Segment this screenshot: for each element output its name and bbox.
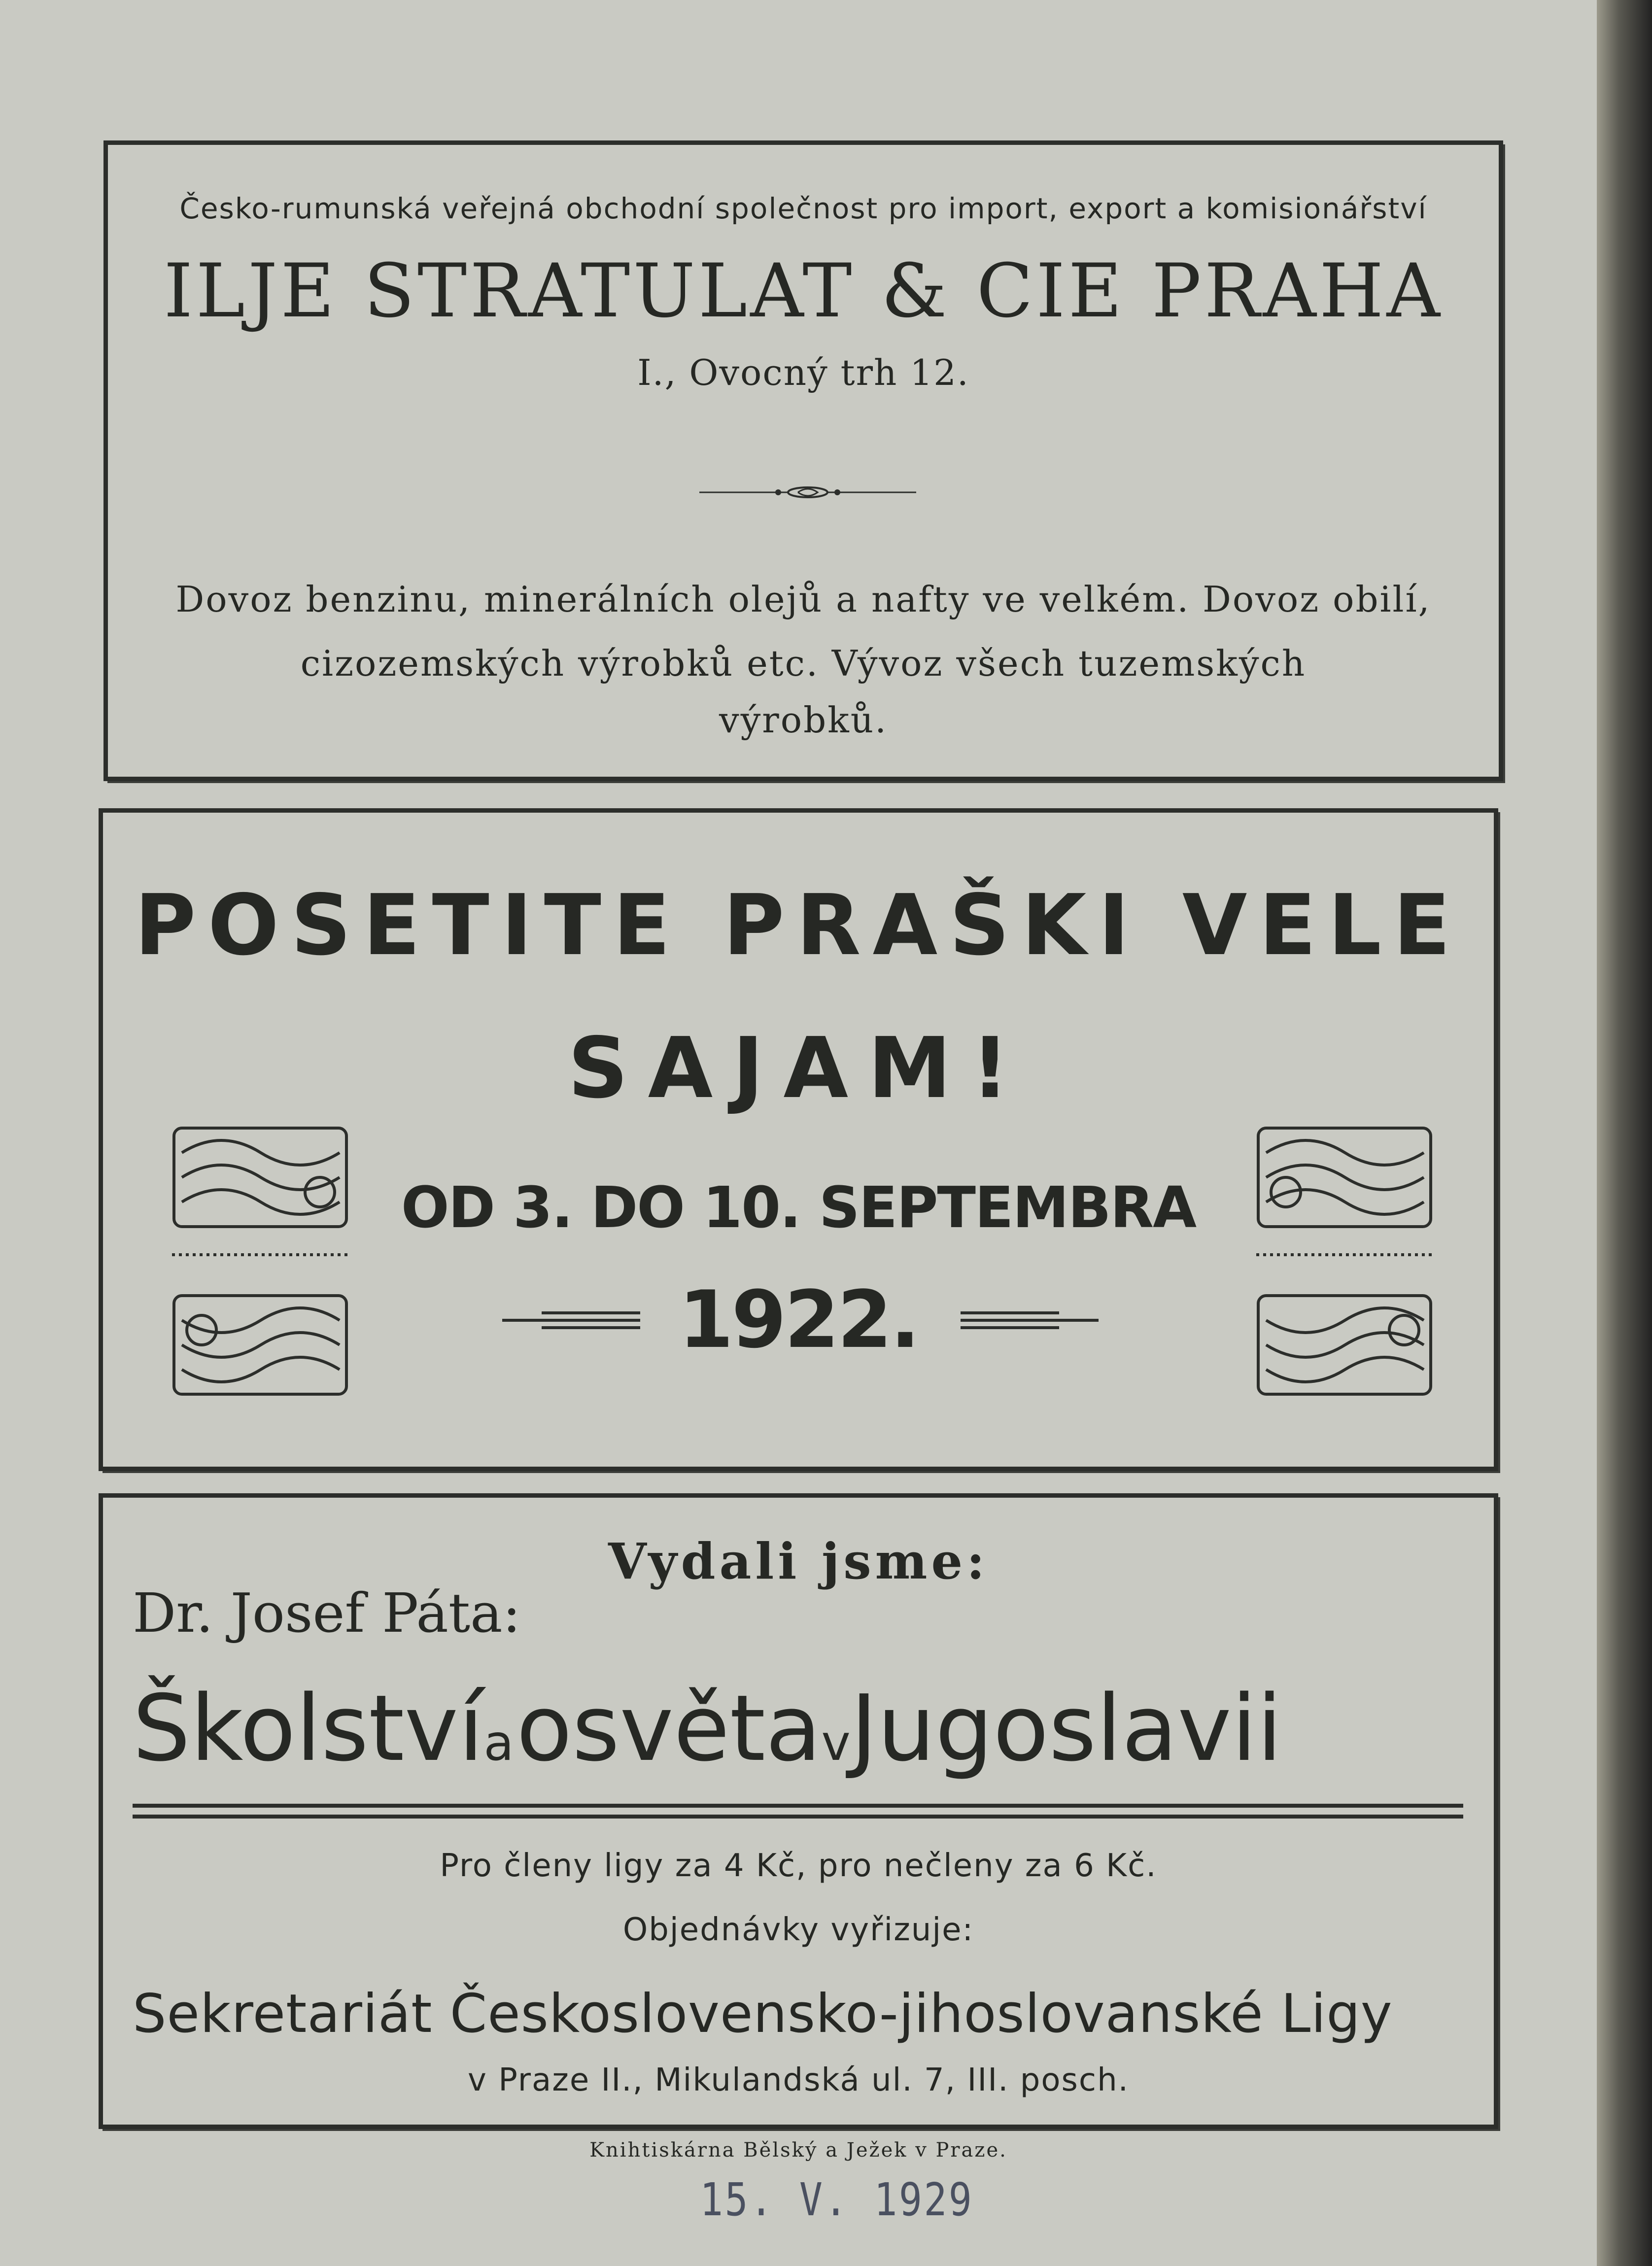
year-left-rule	[502, 1305, 640, 1335]
art-nouveau-swirl-icon	[1256, 1291, 1434, 1399]
book-advertisement	[99, 1493, 1498, 2129]
stratulat-advertisement	[103, 140, 1503, 781]
book-price: Pro členy ligy za 4 Kč, pro nečleny za 6 Kč.	[440, 1848, 1157, 1884]
book-title-word-2: a	[483, 1714, 514, 1772]
orders-label: Objednávky vyřizuje:	[622, 1912, 974, 1948]
book-title-word-5: Jugoslavii	[850, 1675, 1282, 1782]
book-author: Dr. Josef Páta:	[133, 1581, 521, 1645]
dotted-rule	[1256, 1251, 1434, 1258]
ornament-divider	[699, 485, 916, 500]
art-nouveau-swirl-icon	[172, 1291, 349, 1399]
company-address: I., Ovocný trh 12.	[637, 352, 969, 393]
date-stamp: 15. V. 1929	[700, 2173, 974, 2226]
prague-fair-advertisement	[99, 808, 1498, 1471]
imports-text-line-2: cizozemských výrobků etc. Vývoz všech tuzemských	[300, 643, 1307, 684]
secretariat-address: v Praze II., Mikulandská ul. 7, III. posch.	[468, 2062, 1129, 2098]
year-right-rule	[961, 1305, 1099, 1335]
printer-imprint: Knihtiskárna Bělský a Ježek v Praze.	[589, 2139, 1007, 2162]
secretariat-name: Sekretariát Československo-jihoslovanské Ligy	[133, 1983, 1393, 2045]
imports-text-line-3: výrobků.	[719, 699, 888, 741]
book-edge	[1597, 0, 1652, 2266]
fair-headline-2: SAJAM!	[568, 1020, 1029, 1117]
book-title	[133, 1675, 1282, 1782]
fair-year: 1922.	[678, 1273, 919, 1366]
company-name: ILJE STRATULAT & CIE PRAHA	[164, 248, 1443, 334]
fair-headline: POSETITE PRAŠKI VELE	[135, 877, 1462, 974]
book-title-word-3: osvěta	[516, 1675, 822, 1782]
double-rule	[133, 1801, 1463, 1822]
imports-text-line-1: Dovoz benzinu, minerálních olejů a nafty ve velkém. Dovoz obilí,	[175, 579, 1431, 620]
dotted-rule	[172, 1251, 349, 1258]
book-title-word-4: v	[821, 1714, 851, 1772]
art-nouveau-swirl-icon	[1256, 1123, 1434, 1232]
published-heading: Vydali jsme:	[608, 1532, 989, 1590]
book-title-word-1: Školství	[133, 1675, 484, 1782]
fair-dates: OD 3. DO 10. SEPTEMBRA	[401, 1175, 1196, 1241]
company-description: Česko-rumunská veřejná obchodní společnost pro import, export a komisionářství	[179, 192, 1427, 225]
art-nouveau-swirl-icon	[172, 1123, 349, 1232]
